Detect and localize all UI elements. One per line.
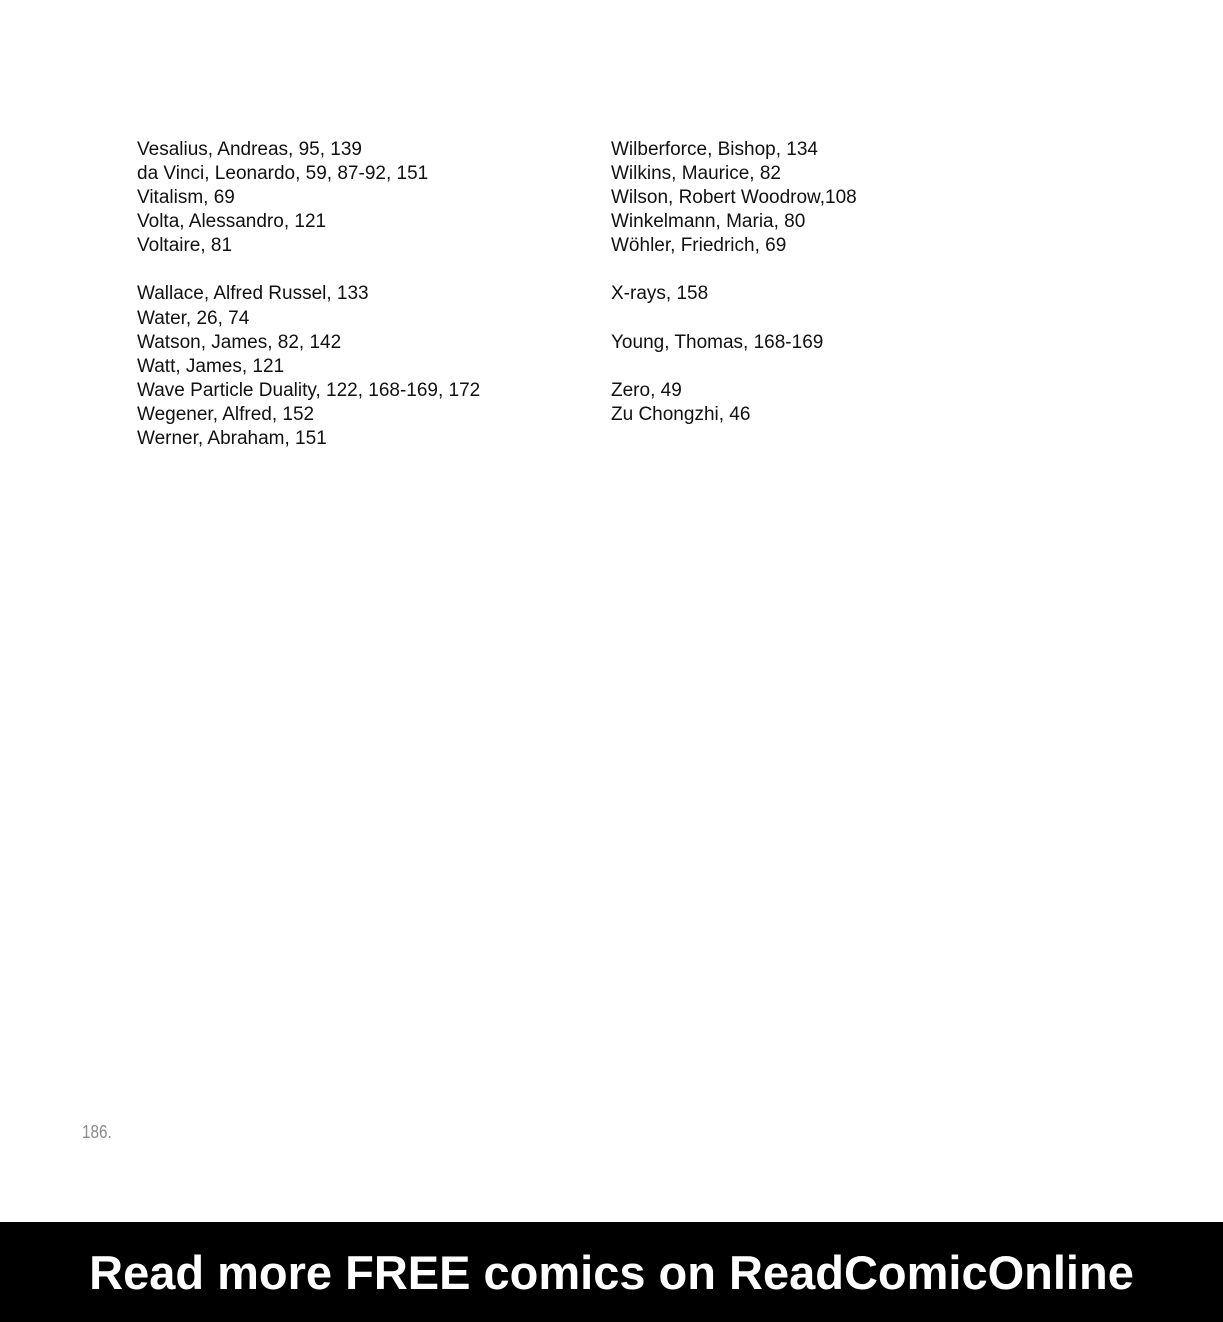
index-entry: Wilkins, Maurice, 82 [611, 163, 781, 185]
index-entry: Young, Thomas, 168-169 [611, 331, 824, 353]
index-group-v [137, 138, 577, 258]
index-entry: Voltaire, 81 [137, 235, 233, 257]
index-entry: Wegener, Alfred, 152 [137, 403, 315, 425]
index-entry: Wilberforce, Bishop, 134 [611, 139, 818, 160]
index-column-right [611, 138, 1051, 451]
index-entry: Werner, Abraham, 151 [137, 428, 327, 450]
index-entry: Water, 26, 74 [137, 307, 250, 329]
index-entry: Winkelmann, Maria, 80 [611, 211, 806, 233]
index-entry: Zu Chongzhi, 46 [611, 403, 751, 425]
index-column-left [137, 138, 577, 475]
index-entry: Vitalism, 69 [137, 187, 235, 209]
index-entry: Watt, James, 121 [137, 355, 285, 377]
index-entry: Vesalius, Andreas, 95, 139 [137, 139, 362, 160]
index-entry: Zero, 49 [611, 379, 682, 401]
page-number: 186. [82, 1122, 112, 1142]
index-entry: Wave Particle Duality, 122, 168-169, 172 [137, 379, 481, 401]
index-entry: Watson, James, 82, 142 [137, 331, 342, 353]
index-entry: da Vinci, Leonardo, 59, 87-92, 151 [137, 163, 429, 185]
index-entry: Volta, Alessandro, 121 [137, 211, 327, 233]
index-entry: Wallace, Alfred Russel, 133 [137, 283, 369, 305]
index-group-x [611, 282, 1051, 306]
promo-banner[interactable] [0, 1222, 1223, 1322]
index-group-w-cont [611, 138, 1051, 258]
index-group-y [611, 331, 1051, 355]
promo-banner-text[interactable]: Read more FREE comics on ReadComicOnline [89, 1245, 1134, 1299]
index-entry: X-rays, 158 [611, 283, 709, 305]
index-entry: Wöhler, Friedrich, 69 [611, 235, 787, 257]
index-group-z [611, 379, 1051, 427]
index-group-w [137, 282, 577, 451]
index-entry: Wilson, Robert Woodrow,108 [611, 187, 857, 209]
